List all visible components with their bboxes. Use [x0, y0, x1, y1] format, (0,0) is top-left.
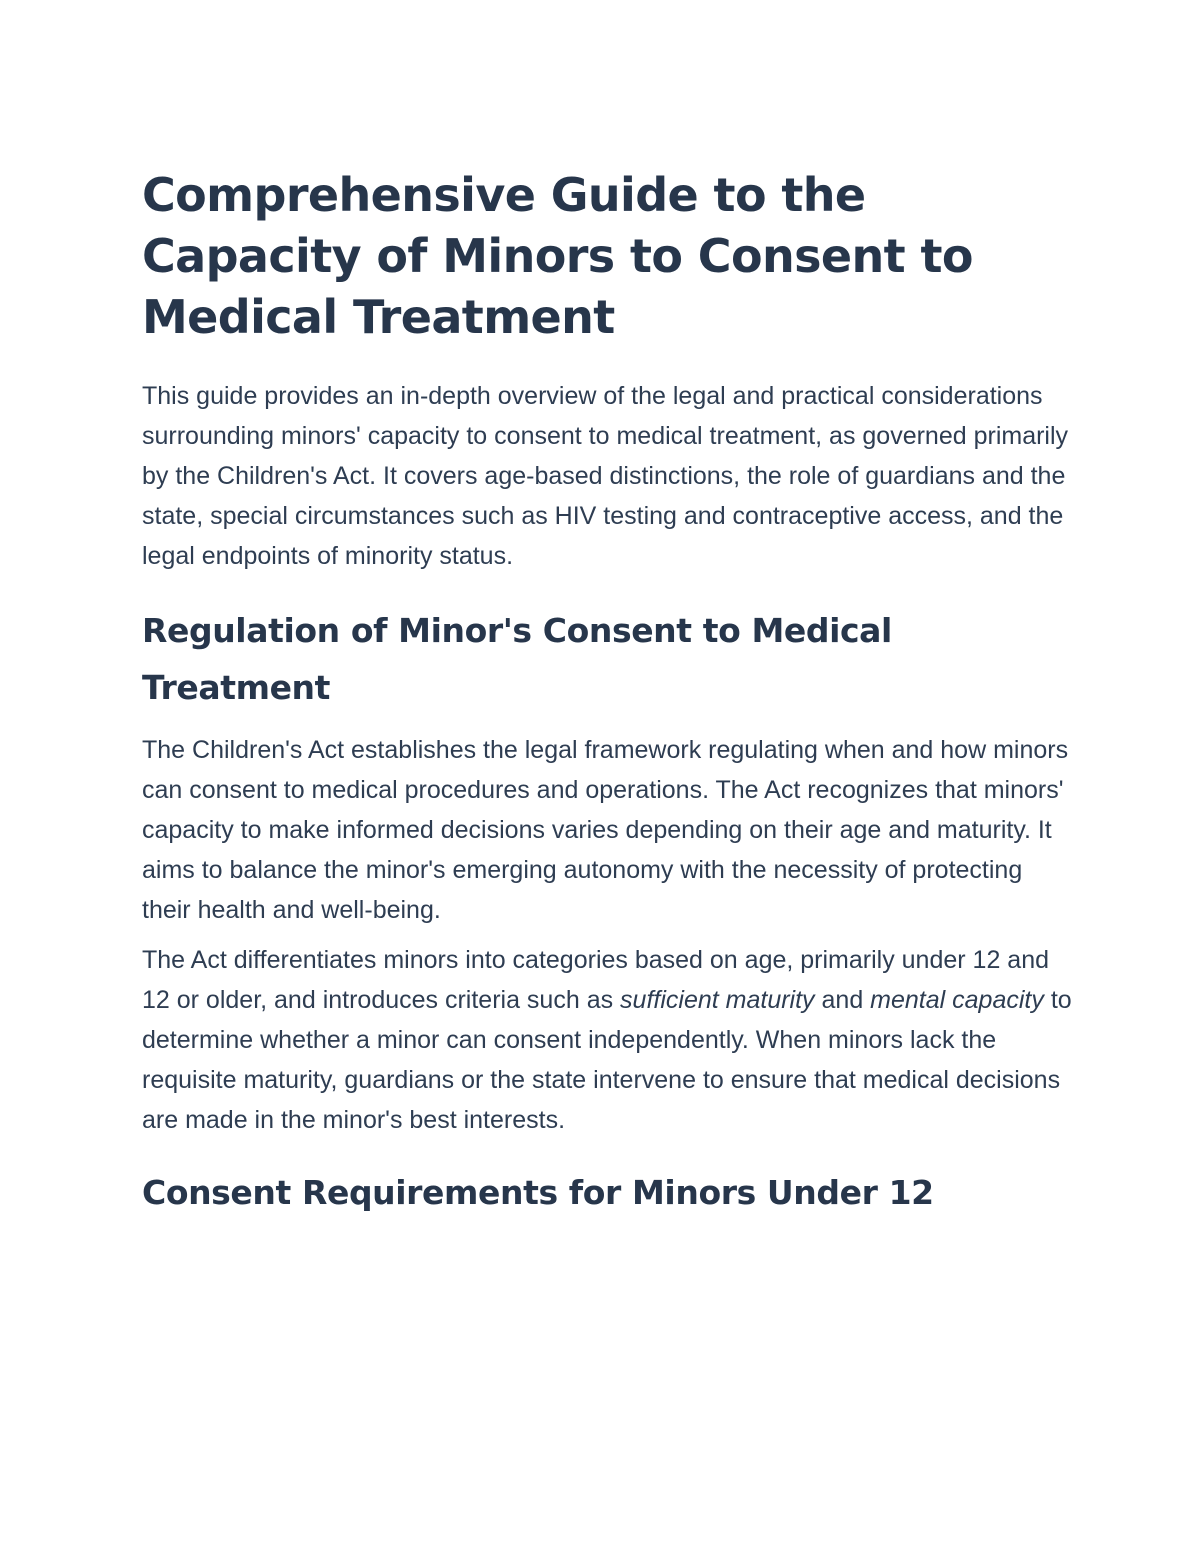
- emphasis-term: mental capacity: [870, 986, 1044, 1014]
- document-title: Comprehensive Guide to the Capacity of Minors to Consent to Medical Treatment: [142, 168, 973, 344]
- document-page: [142, 165, 1072, 1235]
- intro-paragraph: This guide provides an in-depth overview of the legal and practical considerations surrounding minors' capacity to consent to medical treatment, as governed primarily by the Children's Act. It covers age-based distinctions, the role of guardians and the state, special circumstances such as HIV testing and contraceptive access, and the legal endpoints of minority status.: [142, 382, 1069, 570]
- section-heading-regulation: Regulation of Minor's Consent to Medical Treatment: [142, 611, 892, 707]
- emphasis-term: sufficient maturity: [620, 986, 815, 1014]
- paragraph-text: to determine whether a minor can consent independently. When minors lack the requisite maturity, guardians or the state intervene to ensure that medical decisions are made in the minor's best interests.: [142, 986, 1072, 1134]
- regulation-paragraph-2: [142, 940, 1072, 1140]
- section-heading-under-12: Consent Requirements for Minors Under 12: [142, 1173, 934, 1212]
- paragraph-text: The Act differentiates minors into categories based on age, primarily under 12 and 12 or older, and introduces criteria such as: [142, 946, 1050, 1014]
- paragraph-text: and: [814, 986, 871, 1014]
- regulation-paragraph-1: The Children's Act establishes the legal framework regulating when and how minors can consent to medical procedures and operations. The Act recognizes that minors' capacity to make informed decisions varies depending on their age and maturity. It aims to balance the minor's emerging autonomy with the necessity of protecting their health and well-being.: [142, 736, 1069, 924]
